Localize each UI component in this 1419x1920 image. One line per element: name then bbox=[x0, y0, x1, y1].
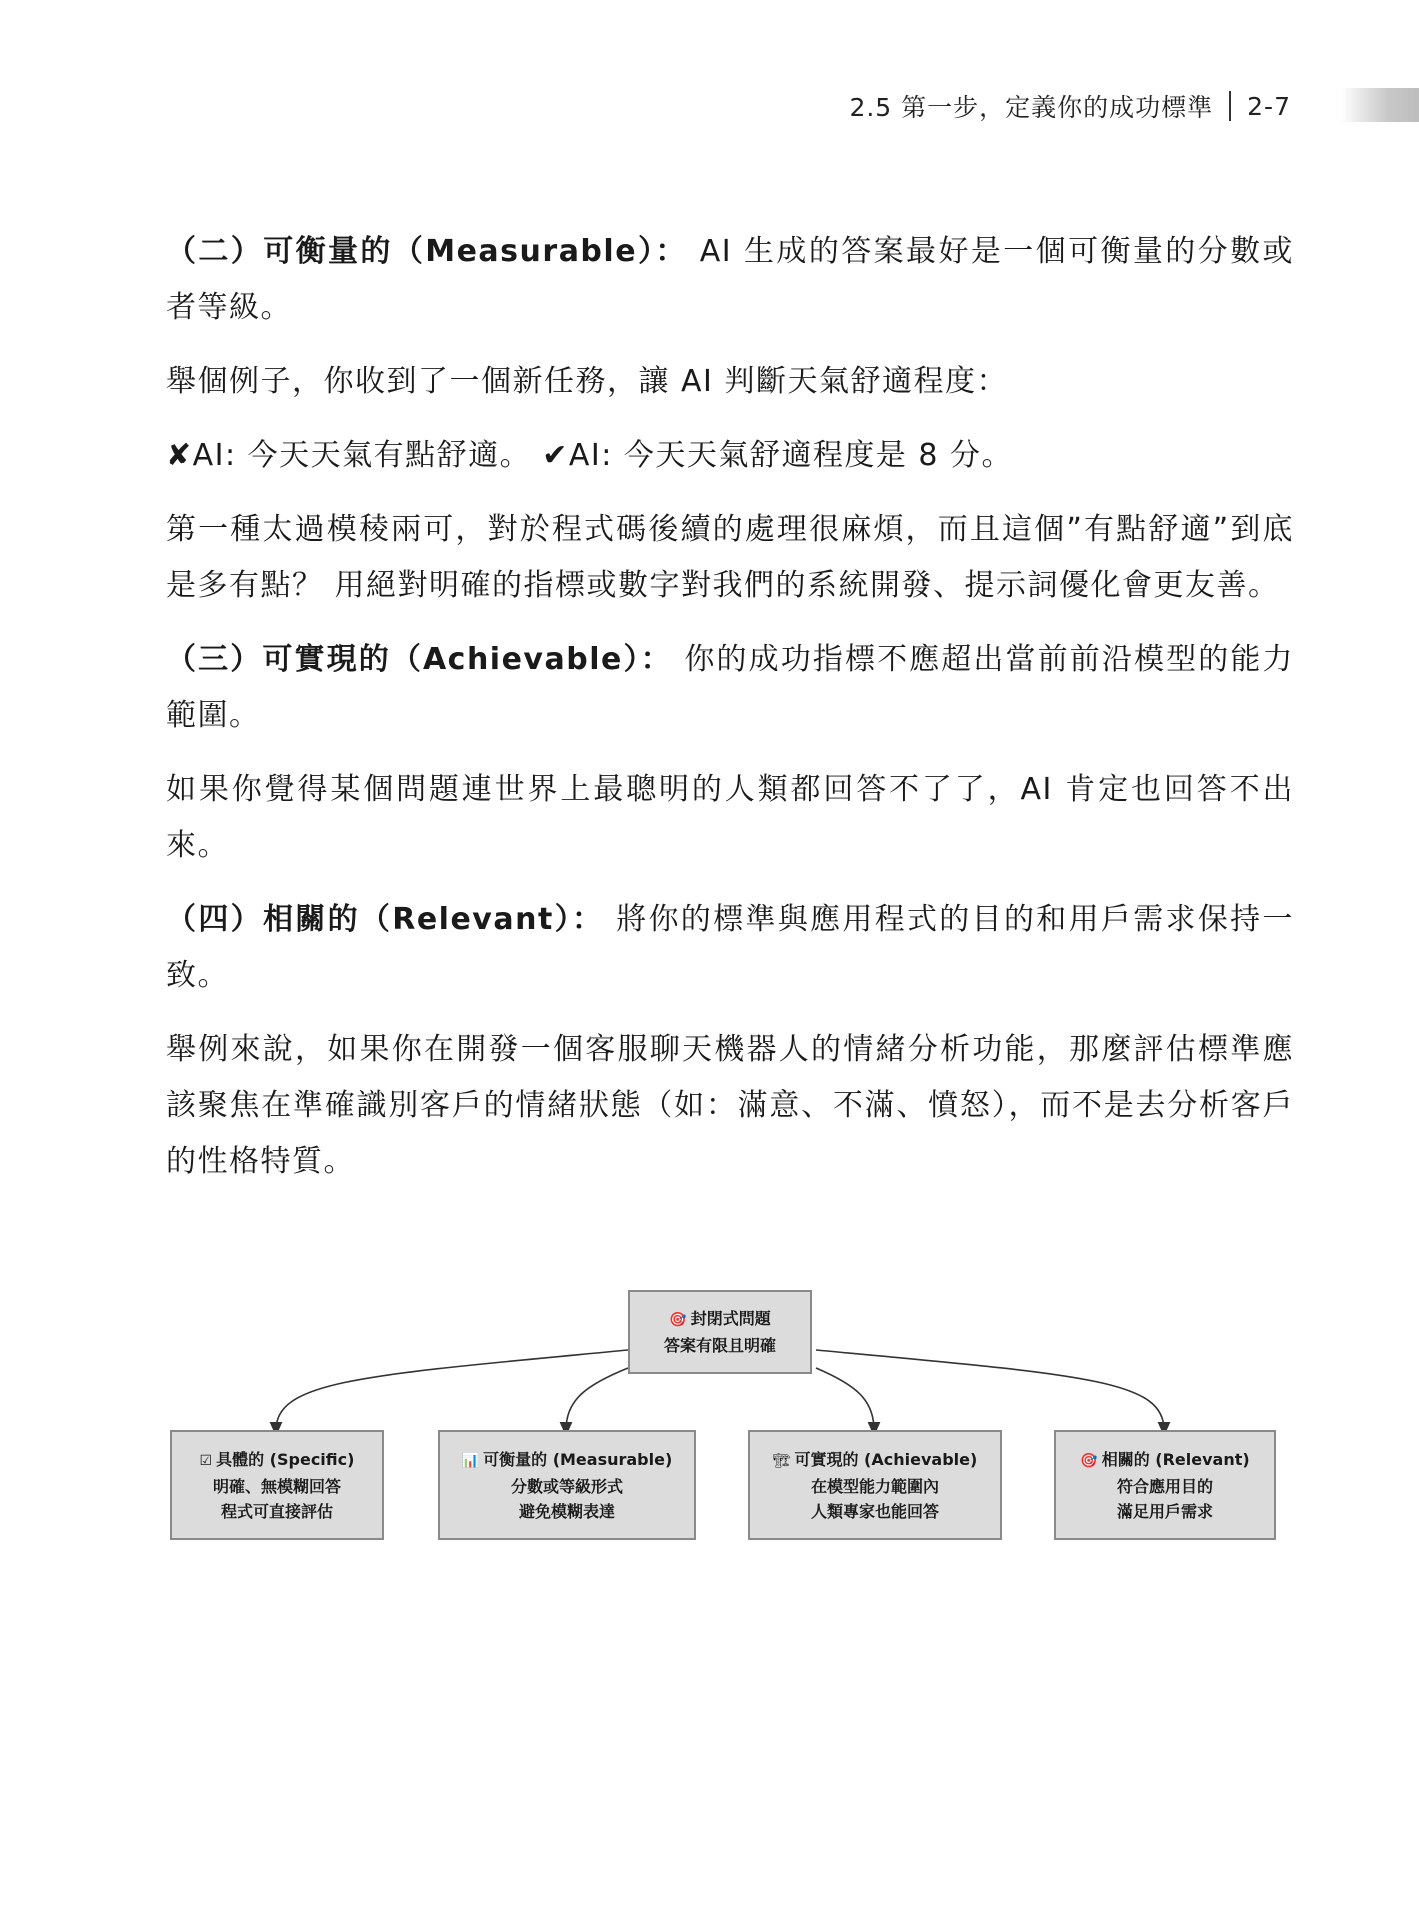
target-icon: 🎯 bbox=[669, 1312, 687, 1328]
bar-chart-icon: 📊 bbox=[461, 1452, 480, 1469]
root-node bbox=[628, 1290, 812, 1374]
header-divider bbox=[1229, 91, 1231, 121]
node-specific-line3: 程式可直接評估 bbox=[220, 1501, 333, 1521]
node-achievable-title: 可實現的 (Achievable) bbox=[794, 1449, 978, 1469]
root-subtitle: 答案有限且明確 bbox=[663, 1336, 776, 1355]
text-relevant: 將你的標準與應用程式的目的和用戶需求保持一致。 bbox=[166, 902, 1294, 993]
node-achievable bbox=[748, 1430, 1002, 1540]
connector-measurable bbox=[566, 1368, 628, 1430]
paragraph-achievable-example: 如果你覺得某個問題連世界上最聰明的人類都回答不了了，AI 肯定也回答不出來。 bbox=[166, 772, 1294, 863]
node-specific-line2: 明確、無模糊回答 bbox=[212, 1476, 341, 1496]
main-text bbox=[166, 224, 1294, 1208]
node-measurable-title: 可衡量的 (Measurable) bbox=[483, 1449, 673, 1469]
node-measurable-line2: 分數或等級形式 bbox=[510, 1476, 623, 1496]
text-achievable: 你的成功指標不應超出當前前沿模型的能力範圍。 bbox=[166, 642, 1294, 733]
running-header bbox=[849, 88, 1291, 124]
node-specific bbox=[170, 1430, 384, 1540]
page-number: 2-7 bbox=[1247, 91, 1291, 121]
section-title: 2.5 第一步，定義你的成功標準 bbox=[849, 93, 1214, 122]
paragraph-relevant bbox=[166, 892, 1294, 1004]
paragraph-achievable bbox=[166, 632, 1294, 744]
node-specific-title: 具體的 (Specific) bbox=[216, 1449, 355, 1469]
node-relevant-title: 相關的 (Relevant) bbox=[1101, 1449, 1250, 1469]
text-measurable: AI 生成的答案最好是一個可衡量的分數或者等級。 bbox=[166, 234, 1294, 325]
paragraph-example-intro: 舉個例子，你收到了一個新任務，讓 AI 判斷天氣舒適程度： bbox=[166, 364, 1008, 399]
heading-measurable: （二）可衡量的（Measurable）： bbox=[166, 234, 688, 269]
node-achievable-line2: 在模型能力範圍內 bbox=[810, 1476, 939, 1496]
node-relevant bbox=[1054, 1430, 1276, 1540]
cross-icon: ✘ bbox=[166, 438, 193, 473]
paragraph-measurable bbox=[166, 224, 1294, 336]
connector-achievable bbox=[816, 1368, 874, 1430]
paragraph-relevant-example: 舉例來說，如果你在開發一個客服聊天機器人的情緒分析功能，那麼評估標準應該聚焦在準確識別客戶的情緒狀態（如：滿意、不滿、憤怒），而不是去分析客戶的性格特質。 bbox=[166, 1032, 1294, 1179]
checkbox-icon: ☑ bbox=[199, 1452, 213, 1469]
node-measurable-line3: 避免模糊表達 bbox=[518, 1501, 615, 1521]
node-achievable-line3: 人類專家也能回答 bbox=[810, 1501, 939, 1521]
building-icon: 🏗 bbox=[772, 1452, 791, 1469]
node-relevant-line2: 符合應用目的 bbox=[1116, 1476, 1213, 1496]
check-icon: ✔ bbox=[542, 438, 569, 473]
bad-answer: AI: 今天天氣有點舒適。 bbox=[192, 438, 543, 473]
root-title: 封閉式問題 bbox=[690, 1309, 771, 1328]
heading-relevant: （四）相關的（Relevant）： bbox=[166, 902, 605, 937]
smart-criteria-diagram bbox=[166, 1290, 1278, 1550]
paragraph-explanation: 第一種太過模稜兩可，對於程式碼後續的處理很麻煩，而且這個”有點舒適”到底是多有點？ 用絕對明確的指標或數字對我們的系統開發、提示詞優化會更友善。 bbox=[166, 512, 1294, 603]
chapter-tab-bar bbox=[1341, 88, 1419, 122]
node-measurable bbox=[438, 1430, 696, 1540]
connector-specific bbox=[276, 1350, 628, 1430]
good-answer: AI: 今天天氣舒適程度是 8 分。 bbox=[568, 438, 1014, 473]
heading-achievable: （三）可實現的（Achievable）： bbox=[166, 642, 673, 677]
connector-relevant bbox=[816, 1350, 1164, 1430]
target-icon: 🎯 bbox=[1080, 1452, 1098, 1469]
node-relevant-line3: 滿足用戶需求 bbox=[1116, 1501, 1213, 1521]
paragraph-example-answers bbox=[166, 428, 1294, 484]
